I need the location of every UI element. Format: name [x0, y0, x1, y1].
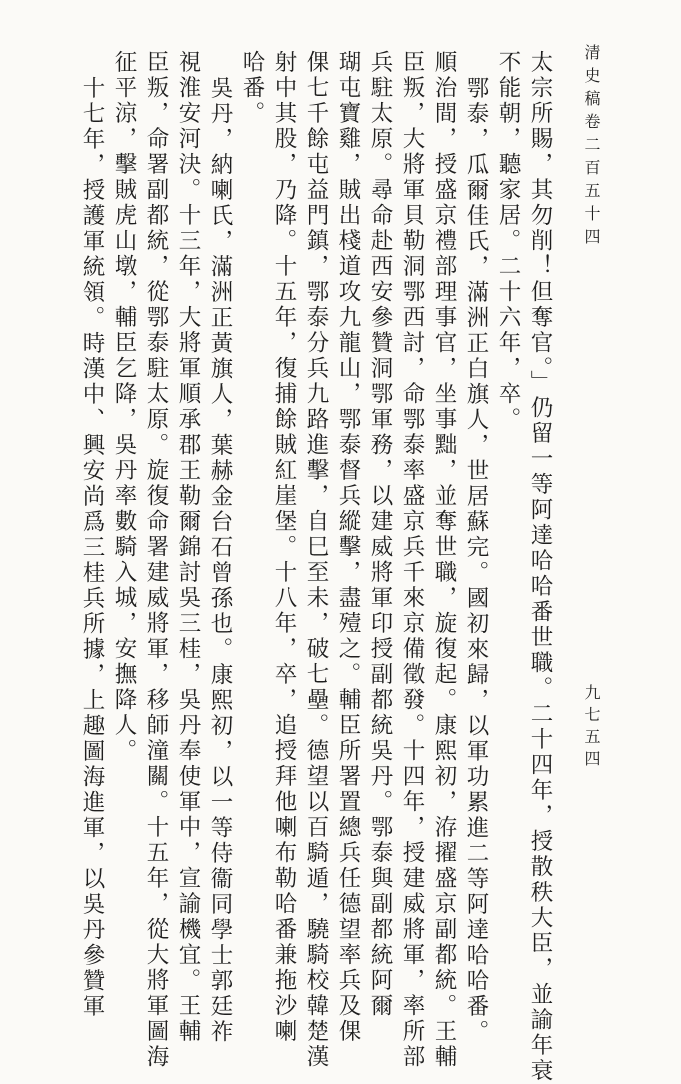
- text-column: 鄂泰，瓜爾佳氏，滿洲正白旗人，世居蘇完。國初來歸，以軍功累進二等阿達哈哈番。: [463, 76, 489, 1045]
- text-column: 吳丹，納喇氏，滿洲正黃旗人，葉赫金台石曾孫也。康熙初，以一等侍衞同學士郭廷祚: [207, 76, 233, 1045]
- text-column: 射中其股，乃降。十五年，復捕餘賊紅崖堡。十八年，卒，追授拜他喇布勒哈番兼拖沙喇: [271, 50, 297, 1045]
- text-column: 不能朝，聽家居。二十六年，卒。: [495, 50, 521, 433]
- text-column: 臣叛，大將軍貝勒洞鄂西討，命鄂泰率盛京兵千來京備徵發。十四年，授建威將軍，率所部: [399, 50, 425, 1070]
- running-head: 清史稿卷二百五十四: [582, 44, 601, 251]
- text-column: 十七年，授護軍統領。時漢中、興安尚爲三桂兵所據，上趣圖海進軍，以吳丹參贊軍: [79, 76, 105, 1020]
- text-column: 倮七千餘屯益門鎮，鄂泰分兵九路進擊，自巳至未，破七壘。德望以百騎遁，驍騎校韓楚漢: [303, 50, 329, 1070]
- text-column: 征平涼，擊賊虎山墩，輔臣乞降，吳丹率數騎入城，安撫降人。: [111, 50, 137, 764]
- page-number: 九七五四: [582, 684, 601, 772]
- text-column: 順治間，授盛京禮部理事官，坐事黜，並奪世職，旋復起。康熙初，洊擢盛京副都統。王輔: [431, 50, 457, 1070]
- text-column: 兵駐太原。尋命赴西安參贊洞鄂軍務，以建威將軍印授副都統吳丹。鄂泰與副都統阿爾: [367, 50, 393, 1019]
- text-column: 瑚屯寶雞，賊出棧道攻九龍山，鄂泰督兵縱擊，盡殪之。輔臣所署置總兵任德望率兵及倮: [335, 50, 361, 1045]
- text-column: 臣叛，命署副都統，從鄂泰駐太原。旋復命署建威將軍，移師潼關。十五年，從大將軍圖海: [143, 50, 169, 1070]
- text-column: 視淮安河決。十三年，大將軍順承郡王勒爾錦討吳三桂，吳丹奉使軍中，宣諭機宜。王輔: [175, 50, 201, 1045]
- text-column: 哈番。: [239, 50, 265, 127]
- text-column: 太宗所賜，其勿削！但奪官。」仍留一等阿達哈哈番世職。二十四年，授散秩大臣，並諭年衰: [527, 50, 553, 1084]
